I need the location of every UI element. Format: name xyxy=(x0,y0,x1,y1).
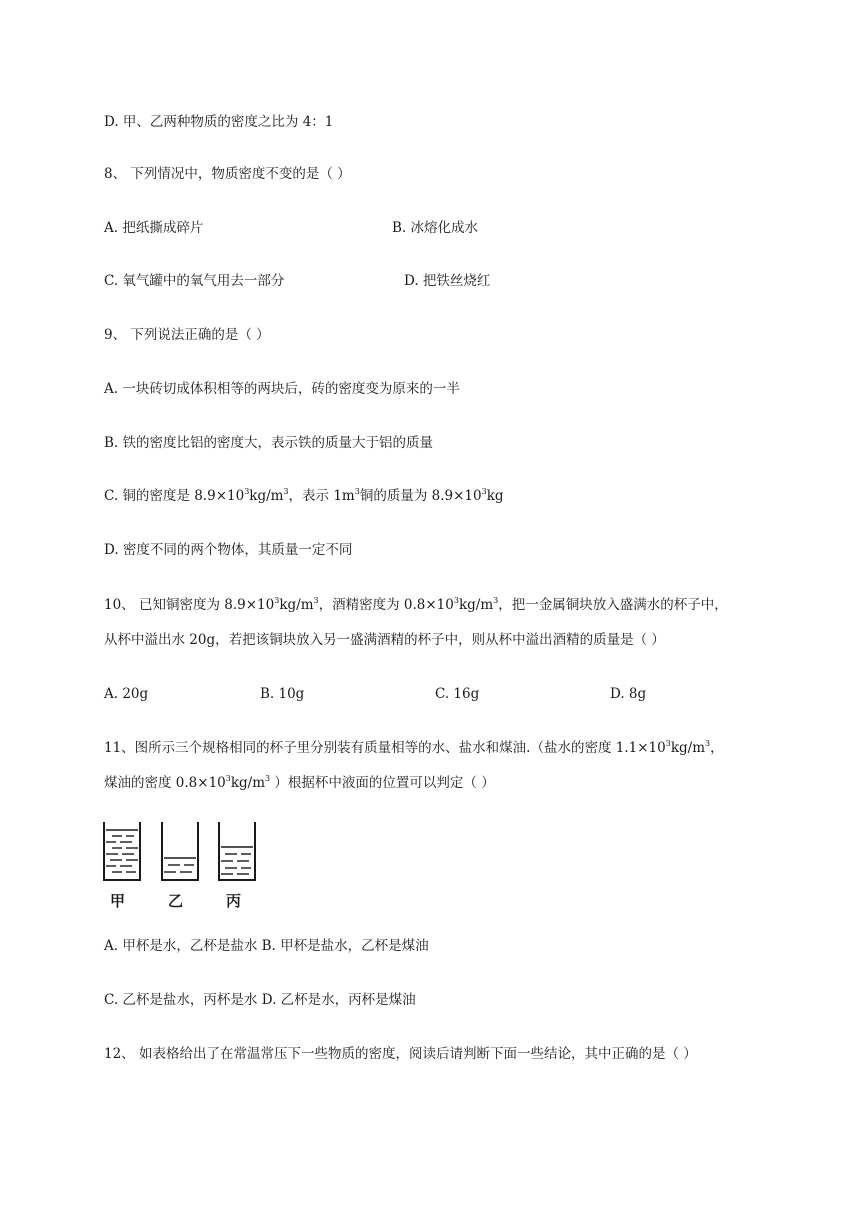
q9-c-sup-1: 3 xyxy=(244,487,250,496)
q10-sup-4: 3 xyxy=(493,596,499,605)
q9-c-text-3: ，表示 1m xyxy=(288,488,355,504)
q10-text-2: kg/m xyxy=(279,597,314,613)
q10-text-4: kg/m xyxy=(458,597,494,613)
q10-option-d: D. 8g xyxy=(610,686,647,702)
q11-sup-4: 3 xyxy=(265,774,271,783)
q11-options-cd: C. 乙杯是盐水，丙杯是水 D. 乙杯是水，丙杯是煤油 xyxy=(104,992,416,1008)
q10-sup-1: 3 xyxy=(274,596,280,605)
cups-drawing xyxy=(98,818,258,888)
q8-stem: 8、 下列情况中，物质密度不变的是（ ） xyxy=(104,166,351,182)
q10-option-c: C. 16g xyxy=(435,686,480,702)
q9-stem: 9、 下列说法正确的是（ ） xyxy=(104,327,270,343)
q8-option-a: A. 把纸撕成碎片 xyxy=(104,220,204,236)
cup-label-jia: 甲 xyxy=(110,892,126,910)
q11-text-5: kg/m xyxy=(230,775,266,791)
cup-label-yi: 乙 xyxy=(168,892,184,910)
q9-c-text-1: C. 铜的密度是 8.9×10 xyxy=(104,488,245,504)
q9-option-a: A. 一块砖切成体积相等的两块后，砖的密度变为原来的一半 xyxy=(104,381,460,397)
cup-yi-outline xyxy=(162,822,198,880)
q9-option-c xyxy=(104,486,504,506)
q11-text-1: 11、图所示三个规格相同的杯子里分别装有质量相等的水、盐水和煤油.（盐水的密度 1.1×10 xyxy=(104,740,666,756)
cup-jia-outline xyxy=(104,822,140,880)
q9-c-text-2: kg/m xyxy=(249,488,284,504)
q9-c-text-4: 铜的质量为 8.9×10 xyxy=(359,488,482,504)
q9-option-b: B. 铁的密度比铝的密度大，表示铁的质量大于铝的质量 xyxy=(104,435,434,451)
q11-options-ab: A. 甲杯是水，乙杯是盐水 B. 甲杯是盐水，乙杯是煤油 xyxy=(104,938,429,954)
q10-text-3: ，酒精密度为 0.8×10 xyxy=(318,597,454,613)
q11-stem-line-2 xyxy=(104,773,495,793)
q12-stem: 12、 如表格给出了在常温常压下一些物质的密度，阅读后请判断下面一些结论，其中正确的是（ ） xyxy=(104,1046,697,1062)
q10-text-5: ，把一金属铜块放入盛满水的杯子中， xyxy=(498,597,728,613)
q11-sup-1: 3 xyxy=(665,739,671,748)
q8-option-c: C. 氧气罐中的氧气用去一部分 xyxy=(104,273,285,289)
q9-option-d: D. 密度不同的两个物体，其质量一定不同 xyxy=(104,542,353,558)
q10-stem-line-2: 从杯中溢出水 20g，若把该铜块放入另一盛满酒精的杯子中，则从杯中溢出酒精的质量是（ ） xyxy=(104,632,665,648)
q11-stem-line-1 xyxy=(104,738,724,758)
q10-text-1: 10、 已知铜密度为 8.9×10 xyxy=(104,597,275,613)
q9-c-text-5: kg xyxy=(486,488,504,504)
q11-text-2: kg/m xyxy=(670,740,705,756)
q10-sup-3: 3 xyxy=(453,596,459,605)
cup-label-bing: 丙 xyxy=(226,892,242,910)
q11-text-4: 煤油的密度 0.8×10 xyxy=(104,775,226,791)
q11-sup-2: 3 xyxy=(705,739,711,748)
q9-c-sup-3: 3 xyxy=(354,487,360,496)
q10-option-a: A. 20g xyxy=(104,686,149,702)
q8-option-b: B. 冰熔化成水 xyxy=(392,220,479,236)
q7-option-d: D. 甲、乙两种物质的密度之比为 4：1 xyxy=(104,114,334,130)
q10-option-b: B. 10g xyxy=(260,686,305,702)
q8-option-d: D. 把铁丝烧红 xyxy=(404,273,491,289)
cup-bing-outline xyxy=(219,822,255,880)
q11-text-3: ， xyxy=(710,740,724,756)
q11-sup-3: 3 xyxy=(225,774,231,783)
q10-sup-2: 3 xyxy=(313,596,319,605)
q9-c-sup-2: 3 xyxy=(283,487,289,496)
three-cups-figure xyxy=(98,818,258,914)
q9-c-sup-4: 3 xyxy=(481,487,487,496)
q10-stem-line-1 xyxy=(104,595,728,615)
q11-text-6: ）根据杯中液面的位置可以判定（ ） xyxy=(270,775,495,791)
